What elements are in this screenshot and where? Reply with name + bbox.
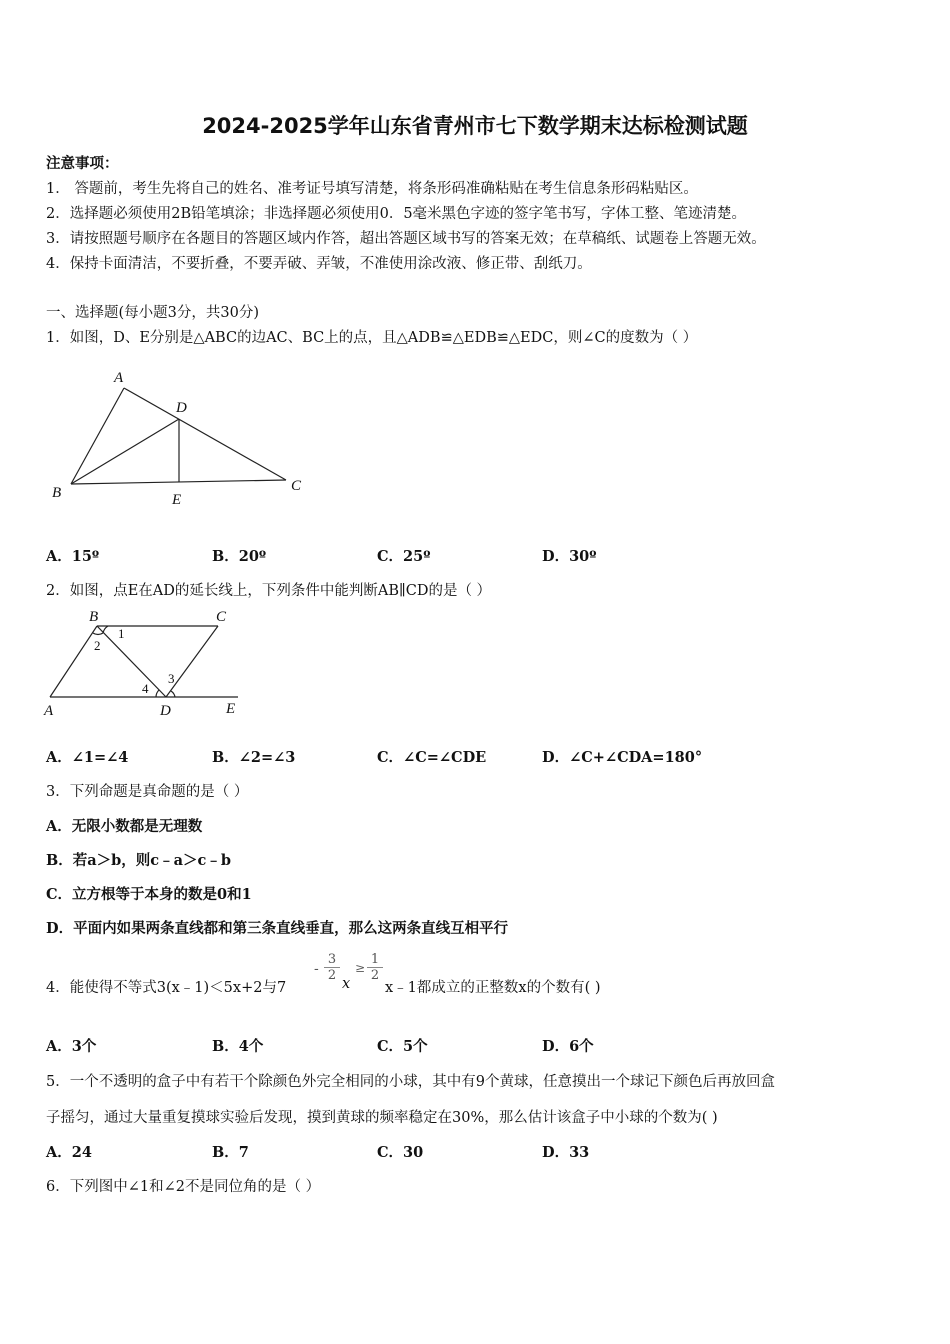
question-2-option-b[interactable]: B．∠2=∠3: [212, 749, 296, 766]
fraction-1-denominator: 2: [324, 967, 340, 983]
label-e: E: [226, 701, 236, 717]
label-angle-3: 3: [168, 671, 175, 686]
question-4-stem-part1: 4．能使得不等式3(x﹣1)＜5x+2与7: [46, 980, 287, 996]
question-4-option-b[interactable]: B．4个: [212, 1038, 264, 1055]
angle-1-arc: [103, 626, 108, 633]
section-heading: 一、选择题(每小题3分，共30分): [46, 305, 259, 321]
question-5-option-d[interactable]: D．33: [542, 1144, 590, 1161]
question-4-minus: -: [314, 961, 319, 977]
segment-bd: [71, 419, 179, 484]
angle-2-arc: [93, 633, 103, 635]
fraction-2-numerator: 1: [370, 952, 380, 967]
question-1-option-c[interactable]: C．25º: [377, 548, 431, 565]
question-4-x: x: [342, 976, 351, 992]
label-d: D: [160, 703, 171, 719]
notice-item: 1． 答题前，考生先将自己的姓名、准考证号填写清楚，将条形码准确粘贴在考生信息条形码粘贴区。: [46, 181, 698, 197]
notice-heading: 注意事项：: [46, 155, 119, 172]
label-d: D: [176, 400, 187, 416]
page-title: 2024-2025学年山东省青州市七下数学期末达标检测试题: [202, 114, 748, 138]
notice-item: 4．保持卡面清洁，不要折叠，不要弄破、弄皱，不准使用涂改液、修正带、刮纸刀。: [46, 256, 592, 272]
fraction-2-denominator: 2: [367, 967, 383, 983]
question-5-stem-line2: 子摇匀，通过大量重复摸球实验后发现，摸到黄球的频率稳定在30%，那么估计该盒子中小球的个数为( ): [46, 1110, 718, 1126]
question-4-option-a[interactable]: A．3个: [46, 1038, 97, 1055]
question-3-option-b[interactable]: B．若a＞b，则c﹣a＞c﹣b: [46, 852, 231, 869]
question-1-option-d[interactable]: D．30º: [542, 548, 597, 565]
question-5-option-b[interactable]: B．7: [212, 1144, 249, 1161]
question-5-stem-line1: 5．一个不透明的盒子中有若干个除颜色外完全相同的小球，其中有9个黄球，任意摸出一个球记下颜色后再放回盒: [46, 1074, 775, 1090]
question-4-stem-part2: x﹣1都成立的正整数x的个数有( ): [385, 980, 601, 996]
segment-ab: [50, 626, 97, 697]
question-3-option-a[interactable]: A．无限小数都是无理数: [46, 818, 203, 835]
label-c: C: [291, 478, 302, 494]
fraction-1-numerator: 3: [327, 952, 337, 967]
segment-ab: [71, 388, 124, 484]
question-5-option-a[interactable]: A．24: [46, 1144, 92, 1161]
label-a: A: [114, 370, 124, 386]
angle-4-arc: [156, 690, 159, 697]
segment-bd: [97, 626, 166, 697]
question-6-stem: 6．下列图中∠1和∠2不是同位角的是（ ）: [46, 1179, 321, 1195]
label-e: E: [172, 492, 182, 508]
question-2-option-d[interactable]: D．∠C+∠CDA=180°: [542, 749, 703, 766]
question-3-stem: 3．下列命题是真命题的是（ ）: [46, 784, 249, 800]
question-3-option-c[interactable]: C．立方根等于本身的数是0和1: [46, 886, 252, 903]
angle-3-arc: [171, 691, 175, 697]
question-4-option-d[interactable]: D．6个: [542, 1038, 594, 1055]
label-c: C: [216, 609, 227, 625]
question-1-option-a[interactable]: A．15º: [46, 548, 100, 565]
question-1-option-b[interactable]: B．20º: [212, 548, 267, 565]
question-3-option-d[interactable]: D．平面内如果两条直线都和第三条直线垂直，那么这两条直线互相平行: [46, 920, 509, 937]
question-2-option-a[interactable]: A．∠1=∠4: [46, 749, 129, 766]
label-b: B: [89, 609, 99, 625]
label-angle-2: 2: [94, 638, 101, 653]
question-5-option-c[interactable]: C．30: [377, 1144, 424, 1161]
question-2-stem: 2．如图，点E在AD的延长线上，下列条件中能判断AB∥CD的是（ ）: [46, 583, 492, 599]
question-1-figure: [46, 362, 316, 512]
question-2-figure: [40, 604, 250, 722]
question-4-fraction-1: [324, 952, 340, 983]
segment-ac: [124, 388, 286, 480]
question-2-option-c[interactable]: C．∠C=∠CDE: [377, 749, 487, 766]
question-1-stem: 1．如图，D、E分别是△ABC的边AC、BC上的点，且△ADB≌△EDB≌△EDC，则∠C的度数为（ ）: [46, 330, 698, 346]
label-angle-1: 1: [118, 626, 125, 641]
question-4-ge: ≥: [355, 961, 366, 975]
segment-cd: [166, 626, 218, 697]
question-4-fraction-2: [367, 952, 383, 983]
notice-item: 3．请按照题号顺序在各题目的答题区域内作答，超出答题区域书写的答案无效；在草稿纸、试题卷上答题无效。: [46, 231, 766, 247]
label-b: B: [52, 485, 62, 501]
question-4-option-c[interactable]: C．5个: [377, 1038, 428, 1055]
label-a: A: [44, 703, 54, 719]
notice-item: 2．选择题必须使用2B铅笔填涂；非选择题必须使用0．5毫米黑色字迹的签字笔书写，字体工整、笔迹清楚。: [46, 206, 747, 222]
label-angle-4: 4: [142, 681, 149, 696]
